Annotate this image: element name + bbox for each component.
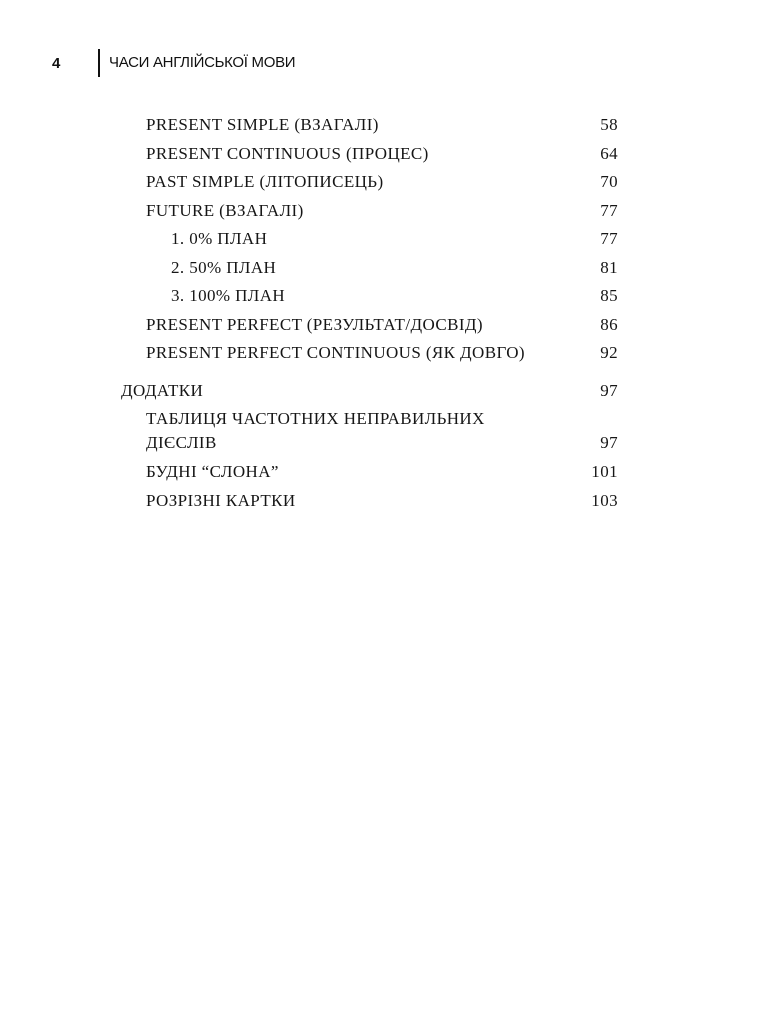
- toc-entry: [0, 489, 779, 518]
- toc-entry: [0, 199, 779, 228]
- table-of-contents: [0, 113, 779, 517]
- toc-entry: [0, 113, 779, 142]
- toc-entry: [0, 460, 779, 489]
- toc-entry-page: 64: [600, 143, 618, 163]
- running-header: [0, 49, 779, 79]
- toc-entry-page: 97: [600, 433, 618, 452]
- toc-section-title: ДОДАТКИ: [121, 380, 204, 400]
- toc-entry: [0, 142, 779, 171]
- toc-entry-title: FUTURE (ВЗАГАЛІ): [146, 200, 304, 220]
- toc-entry-page: 97: [600, 380, 618, 400]
- toc-subentry: [0, 227, 779, 256]
- toc-entry-page: 70: [600, 172, 618, 191]
- toc-entry-title: 2. 50% ПЛАН: [171, 257, 277, 277]
- header-divider: [98, 49, 100, 77]
- running-title: ЧАСИ АНГЛІЙСЬКОЇ МОВИ: [109, 54, 296, 71]
- toc-entry-title: 1. 0% ПЛАН: [171, 229, 268, 248]
- toc-entry-page: 77: [600, 200, 618, 220]
- toc-entry-title-line-2: ДІЄСЛІВ: [146, 433, 217, 452]
- toc-entry-title: PRESENT PERFECT CONTINUOUS (ЯК ДОВГО): [146, 343, 525, 362]
- toc-entry-page: 58: [600, 115, 618, 134]
- toc-entry-title: 3. 100% ПЛАН: [171, 286, 286, 305]
- toc-entry-title: PRESENT PERFECT (РЕЗУЛЬТАТ/ДОСВІД): [146, 314, 483, 334]
- toc-subentry: [0, 284, 779, 313]
- toc-entry: [0, 407, 779, 460]
- section-spacer: [0, 370, 779, 379]
- toc-entry-title: БУДНІ “СЛОНА”: [146, 462, 279, 481]
- toc-subentry: [0, 256, 779, 285]
- toc-entry-title: [146, 407, 485, 455]
- toc-entry-page: 77: [600, 229, 618, 248]
- toc-entry-page: 92: [600, 343, 618, 362]
- toc-entry-page: 103: [591, 490, 618, 510]
- toc-entry-page: 81: [600, 257, 618, 277]
- toc-entry-page: 85: [600, 286, 618, 305]
- toc-entry: [0, 313, 779, 342]
- toc-entry-title: PRESENT SIMPLE (ВЗАГАЛІ): [146, 115, 379, 134]
- toc-entry: [0, 341, 779, 370]
- toc-entry-title: PRESENT CONTINUOUS (ПРОЦЕС): [146, 143, 429, 163]
- toc-entry-title: РОЗРІЗНІ КАРТКИ: [146, 490, 296, 510]
- toc-entry-title-line-1: ТАБЛИЦЯ ЧАСТОТНИХ НЕПРАВИЛЬНИХ: [146, 409, 485, 428]
- toc-entry-title: PAST SIMPLE (ЛІТОПИСЕЦЬ): [146, 172, 384, 191]
- toc-entry-page: 101: [591, 462, 618, 481]
- toc-section: [0, 379, 779, 408]
- page-number: 4: [52, 55, 61, 72]
- toc-entry: [0, 170, 779, 199]
- toc-entry-page: 86: [600, 314, 618, 334]
